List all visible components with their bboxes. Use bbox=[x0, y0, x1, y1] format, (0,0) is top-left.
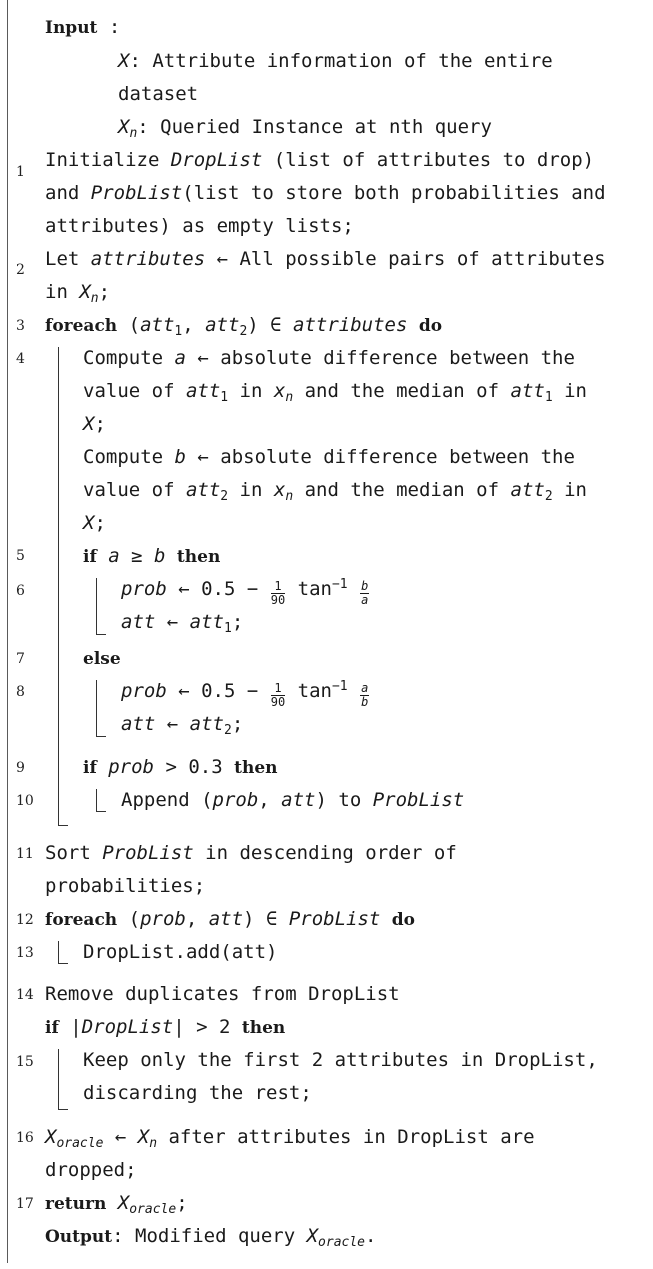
if2-block-bar bbox=[58, 1049, 59, 1109]
line-4b: value of att$_1$ in $x_n$ and the median of att$_1$ in bbox=[83, 380, 587, 405]
input-xn: $X_n$: Queried Instance at nth query bbox=[118, 116, 492, 141]
line-4f: X; bbox=[83, 512, 106, 534]
line-8-att: att ← att$_2$; bbox=[121, 713, 244, 738]
fraction: $\frac{a}{b}$ bbox=[361, 681, 369, 709]
line-12-foreach: foreach (prob, att) ∈ ProbList do bbox=[45, 908, 416, 930]
line-4a: Compute a ← absolute difference between the bbox=[83, 347, 575, 369]
foreach2-block-end bbox=[58, 963, 68, 964]
line-1b: and ProbList(list to store both probabilities and bbox=[45, 182, 606, 204]
then-block-end bbox=[96, 634, 106, 635]
line-number: 8 bbox=[16, 684, 25, 700]
then-block-bar bbox=[96, 578, 97, 634]
line-6-prob: prob ← 0.5 − $\frac{1}{90}$ $\tan^{-1}$ $\frac{b}{a}$ bbox=[121, 577, 369, 607]
line-15b: discarding the rest; bbox=[83, 1082, 312, 1104]
algorithm-frame bbox=[7, 0, 8, 1263]
foreach-block-bar bbox=[58, 347, 59, 825]
line-11a: Sort ProbList in descending order of bbox=[45, 842, 457, 864]
line-number: 15 bbox=[16, 1054, 34, 1070]
if-block-end bbox=[96, 811, 106, 812]
fraction: $\frac{1}{90}$ bbox=[270, 681, 286, 709]
line-number: 17 bbox=[16, 1196, 34, 1212]
line-number: 7 bbox=[16, 651, 25, 667]
line-number: 13 bbox=[16, 945, 34, 961]
line-16a: $X_{oracle}$ ← $X_n$ after attributes in DropList are bbox=[45, 1126, 535, 1151]
input-heading: Input : bbox=[45, 16, 121, 38]
line-number: 4 bbox=[16, 351, 25, 367]
line-number: 14 bbox=[16, 987, 34, 1003]
line-number: 2 bbox=[16, 262, 25, 278]
else-block-end bbox=[96, 736, 106, 737]
line-3-foreach: foreach (att$_1$, att$_2$) ∈ attributes do bbox=[45, 314, 443, 339]
else-block-bar bbox=[96, 680, 97, 736]
line-number: 9 bbox=[16, 760, 25, 776]
line-8-prob: prob ← 0.5 − $\frac{1}{90}$ $\tan^{-1}$ $\frac{a}{b}$ bbox=[121, 679, 369, 709]
line-1c: attributes) as empty lists; bbox=[45, 215, 354, 237]
if2-block-end bbox=[58, 1109, 68, 1110]
line-2a: Let attributes ← All possible pairs of attributes bbox=[45, 248, 606, 270]
line-number: 11 bbox=[16, 846, 34, 862]
fraction: $\frac{b}{a}$ bbox=[361, 579, 369, 607]
line-4c: X; bbox=[83, 413, 106, 435]
line-17-return: return $X_{oracle}$; bbox=[45, 1192, 188, 1217]
line-number: 5 bbox=[16, 548, 25, 564]
foreach-block-end bbox=[58, 825, 68, 826]
line-10-append: Append (prob, att) to ProbList bbox=[121, 789, 465, 811]
line-7-else: else bbox=[83, 649, 121, 669]
line-1a: Initialize DropList (list of attributes to drop) bbox=[45, 149, 595, 171]
foreach2-block-bar bbox=[58, 941, 59, 963]
line-13: DropList.add(att) bbox=[83, 941, 278, 963]
line-number: 12 bbox=[16, 912, 34, 928]
line-14: Remove duplicates from DropList bbox=[45, 983, 400, 1005]
line-4d: Compute b ← absolute difference between the bbox=[83, 446, 575, 468]
line-14-if: if |DropList| > 2 then bbox=[45, 1016, 286, 1038]
input-x: X: Attribute information of the entire bbox=[118, 50, 553, 72]
line-11b: probabilities; bbox=[45, 875, 206, 897]
line-number: 6 bbox=[16, 583, 25, 599]
line-2b: in $X_n$; bbox=[45, 281, 111, 306]
line-9-if: if prob > 0.3 then bbox=[83, 756, 278, 778]
line-number: 3 bbox=[16, 318, 25, 334]
line-number: 10 bbox=[16, 793, 34, 809]
if-block-bar bbox=[96, 789, 97, 811]
line-15a: Keep only the first 2 attributes in DropList, bbox=[83, 1049, 598, 1071]
line-5-if: if a ≥ b then bbox=[83, 545, 221, 567]
line-number: 16 bbox=[16, 1130, 34, 1146]
input-x-cont: dataset bbox=[118, 83, 199, 105]
line-4e: value of att$_2$ in $x_n$ and the median of att$_2$ in bbox=[83, 479, 587, 504]
line-6-att: att ← att$_1$; bbox=[121, 611, 244, 636]
fraction: $\frac{1}{90}$ bbox=[270, 579, 286, 607]
line-16b: dropped; bbox=[45, 1159, 137, 1181]
line-number: 1 bbox=[16, 164, 25, 180]
output-line: Output: Modified query $X_{oracle}$. bbox=[45, 1225, 377, 1250]
